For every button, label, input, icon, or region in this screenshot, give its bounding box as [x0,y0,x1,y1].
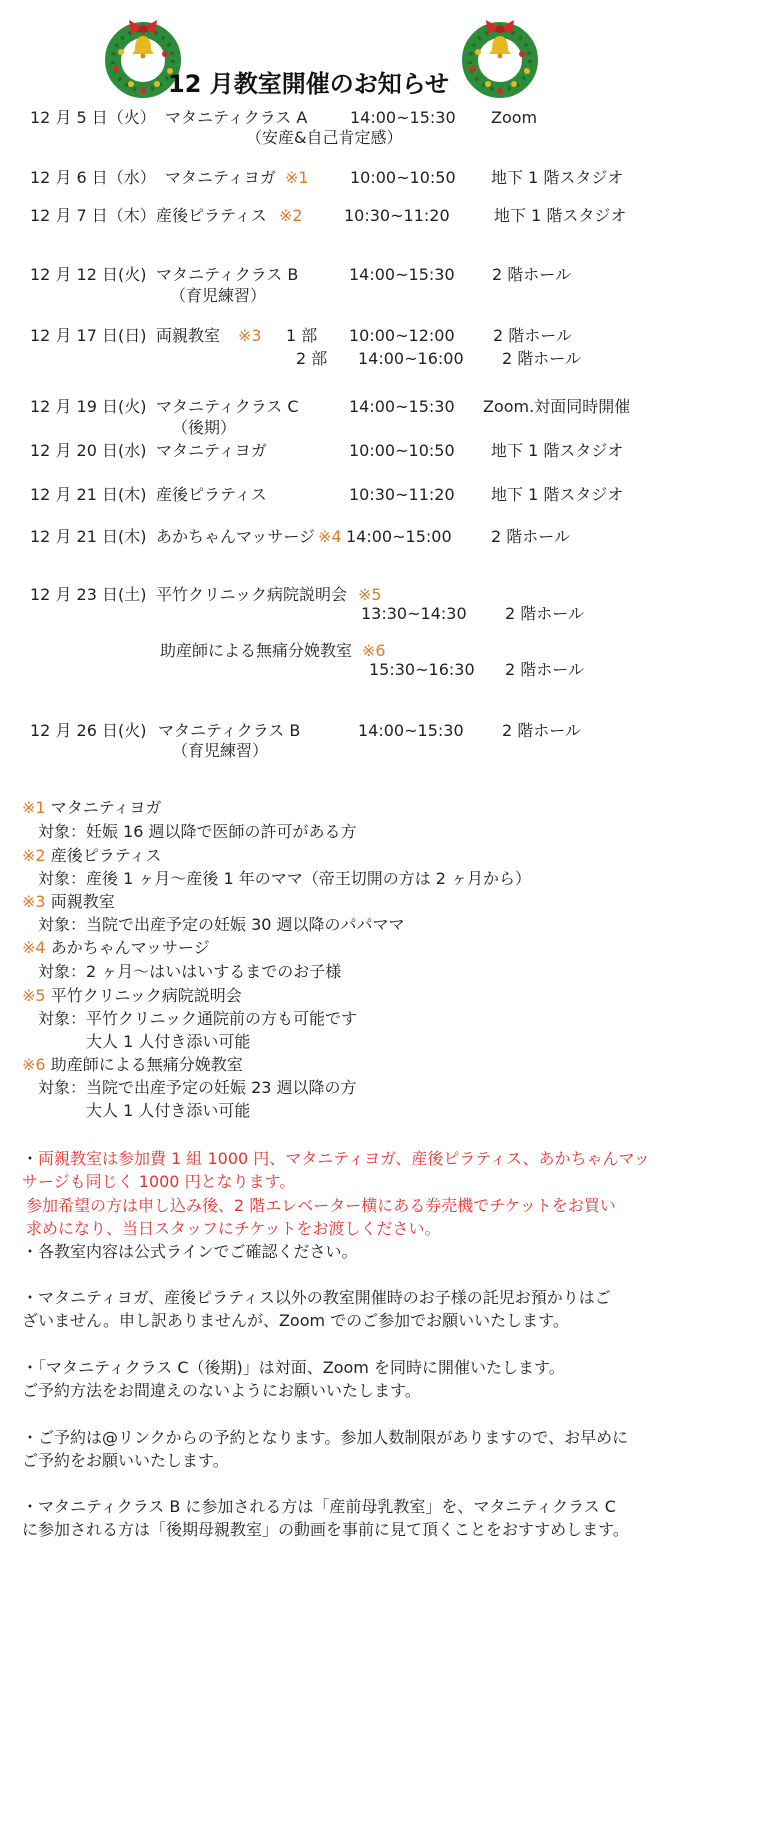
schedule-place: 2 階ホール [505,660,584,679]
schedule-time: 13:30~14:30 [361,604,467,623]
schedule-place: Zoom [491,108,538,127]
fee-text: 参加希望の方は申し込み後、2 階エレベーター横にある券売機でチケットをお買い [26,1196,616,1215]
schedule-date: 12 月 21 日(木) [30,527,147,546]
schedule-time: 10:30~11:20 [349,485,455,504]
schedule-date: 12 月 21 日(木) [30,485,147,504]
note-target: 対象：当院で出産予定の妊娠 23 週以降の方 [38,1078,357,1097]
schedule-time: 14:00~16:00 [358,349,464,368]
note-title: 産後ピラティス [50,846,162,865]
schedule-mark: ※1 [285,168,309,187]
info-text: ・マタニティヨガ、産後ピラティス以外の教室開催時のお子様の託児お預かりはご [22,1288,611,1307]
schedule-sub: （育児練習） [170,286,267,305]
fee-text: サージも同じく 1000 円となります。 [22,1172,296,1191]
schedule-date: 12 月 17 日(日) [30,326,147,345]
note-mark: ※6 [22,1055,46,1074]
fee-text: 両親教室は参加費 1 組 1000 円、マタニティヨガ、産後ピラティス、あかちゃんマッ [38,1149,650,1168]
schedule-mark: ※5 [358,585,382,604]
schedule-time: 15:30~16:30 [369,660,475,679]
fee-text: 求めになり、当日スタッフにチケットをお渡しください。 [26,1219,441,1238]
schedule-name: 産後ピラティス [156,206,267,225]
christmas-wreath-icon [458,14,542,98]
schedule-mark: ※4 [318,527,342,546]
info-text: ご予約をお願いいたします。 [22,1451,229,1470]
schedule-sub: （育児練習） [172,741,269,760]
note-title: 平竹クリニック病院説明会 [50,986,242,1005]
schedule-name: マタニティクラス A [165,108,308,127]
schedule-name: 産後ピラティス [156,485,267,504]
schedule-time: 10:30~11:20 [344,206,450,225]
schedule-date: 12 月 5 日（火） [30,108,156,127]
schedule-time: 14:00~15:30 [349,397,455,416]
schedule-mark: ※6 [362,641,386,660]
page-title: 12 月教室開催のお知らせ [168,70,450,98]
schedule-name: 両親教室 [156,326,221,345]
schedule-time: 10:00~12:00 [349,326,455,345]
note-title: あかちゃんマッサージ [50,938,210,957]
schedule-sub: （安産&自己肯定感） [246,128,403,147]
info-text: ・マタニティクラス B に参加される方は「産前母乳教室」を、マタニティクラス C [22,1497,616,1516]
schedule-name: マタニティクラス C [156,397,299,416]
note-target: 大人 1 人付き添い可能 [86,1101,251,1120]
schedule-place: 2 階ホール [493,326,572,345]
schedule-time: 10:00~10:50 [349,441,455,460]
note-mark: ※1 [22,798,46,817]
schedule-time: 14:00~15:30 [349,265,455,284]
info-text: ざいません。申し訳ありませんが、Zoom でのご参加でお願いいたします。 [22,1311,569,1330]
schedule-mark: ※2 [279,206,303,225]
schedule-place: 地下 1 階スタジオ [491,485,624,504]
note-mark: ※3 [22,892,46,911]
note-target: 対象：2 ヶ月〜はいはいするまでのお子様 [38,962,342,981]
info-text: ・「マタニティクラス C（後期)」は対面、Zoom を同時に開催いたします。 [22,1358,565,1377]
schedule-time: 14:00~15:30 [358,721,464,740]
note-target: 対象：当院で出産予定の妊娠 30 週以降のパパママ [38,915,405,934]
schedule-part: 2 部 [296,349,328,368]
note-title: 助産師による無痛分娩教室 [50,1055,243,1074]
info-text: ご予約方法をお間違えのないようにお願いいたします。 [22,1381,421,1400]
schedule-time: 14:00~15:00 [346,527,452,546]
schedule-name: あかちゃんマッサージ [156,527,316,546]
schedule-place: 地下 1 階スタジオ [491,441,624,460]
note-title: 両親教室 [50,892,115,911]
schedule-date: 12 月 26 日(火) [30,721,147,740]
note-target: 対象：平竹クリニック通院前の方も可能です [38,1009,358,1028]
schedule-place: 2 階ホール [491,527,570,546]
note-title: マタニティヨガ [50,798,162,817]
note-target: 大人 1 人付き添い可能 [86,1032,251,1051]
schedule-name: 助産師による無痛分娩教室 [160,641,353,660]
bullet: ・ [22,1149,39,1168]
info-text: ・各教室内容は公式ラインでご確認ください。 [22,1242,358,1261]
schedule-place: 地下 1 階スタジオ [491,168,624,187]
note-mark: ※5 [22,986,46,1005]
schedule-part: 1 部 [286,326,318,345]
schedule-place: 地下 1 階スタジオ [494,206,627,225]
note-mark: ※2 [22,846,46,865]
note-mark: ※4 [22,938,46,957]
note-target: 対象：妊娠 16 週以降で医師の許可がある方 [38,822,357,841]
schedule-date: 12 月 23 日(土) [30,585,147,604]
note-target: 対象：産後 1 ヶ月〜産後 1 年のママ（帝王切開の方は 2 ヶ月から） [38,869,532,888]
schedule-date: 12 月 7 日（木） [30,206,156,225]
info-text: に参加される方は「後期母親教室」の動画を事前に見て頂くことをおすすめします。 [22,1520,629,1539]
info-text: ・ご予約は@リンクからの予約となります。参加人数制限がありますので、お早めに [22,1428,629,1447]
schedule-name: マタニティヨガ [156,441,267,460]
schedule-place: 2 階ホール [502,721,581,740]
schedule-time: 10:00~10:50 [350,168,456,187]
schedule-name: マタニティヨガ [165,168,276,187]
schedule-date: 12 月 19 日(火) [30,397,147,416]
schedule-name: マタニティクラス B [156,265,299,284]
schedule-name: マタニティクラス B [158,721,301,740]
schedule-place: 2 階ホール [492,265,571,284]
schedule-mark: ※3 [238,326,262,345]
schedule-date: 12 月 20 日(水) [30,441,147,460]
schedule-sub: （後期） [172,418,237,437]
schedule-name: 平竹クリニック病院説明会 [156,585,348,604]
schedule-place: 2 階ホール [502,349,581,368]
schedule-date: 12 月 12 日(火) [30,265,147,284]
schedule-place: 2 階ホール [505,604,584,623]
schedule-date: 12 月 6 日（水） [30,168,156,187]
schedule-place: Zoom.対面同時開催 [483,397,631,416]
schedule-time: 14:00~15:30 [350,108,456,127]
